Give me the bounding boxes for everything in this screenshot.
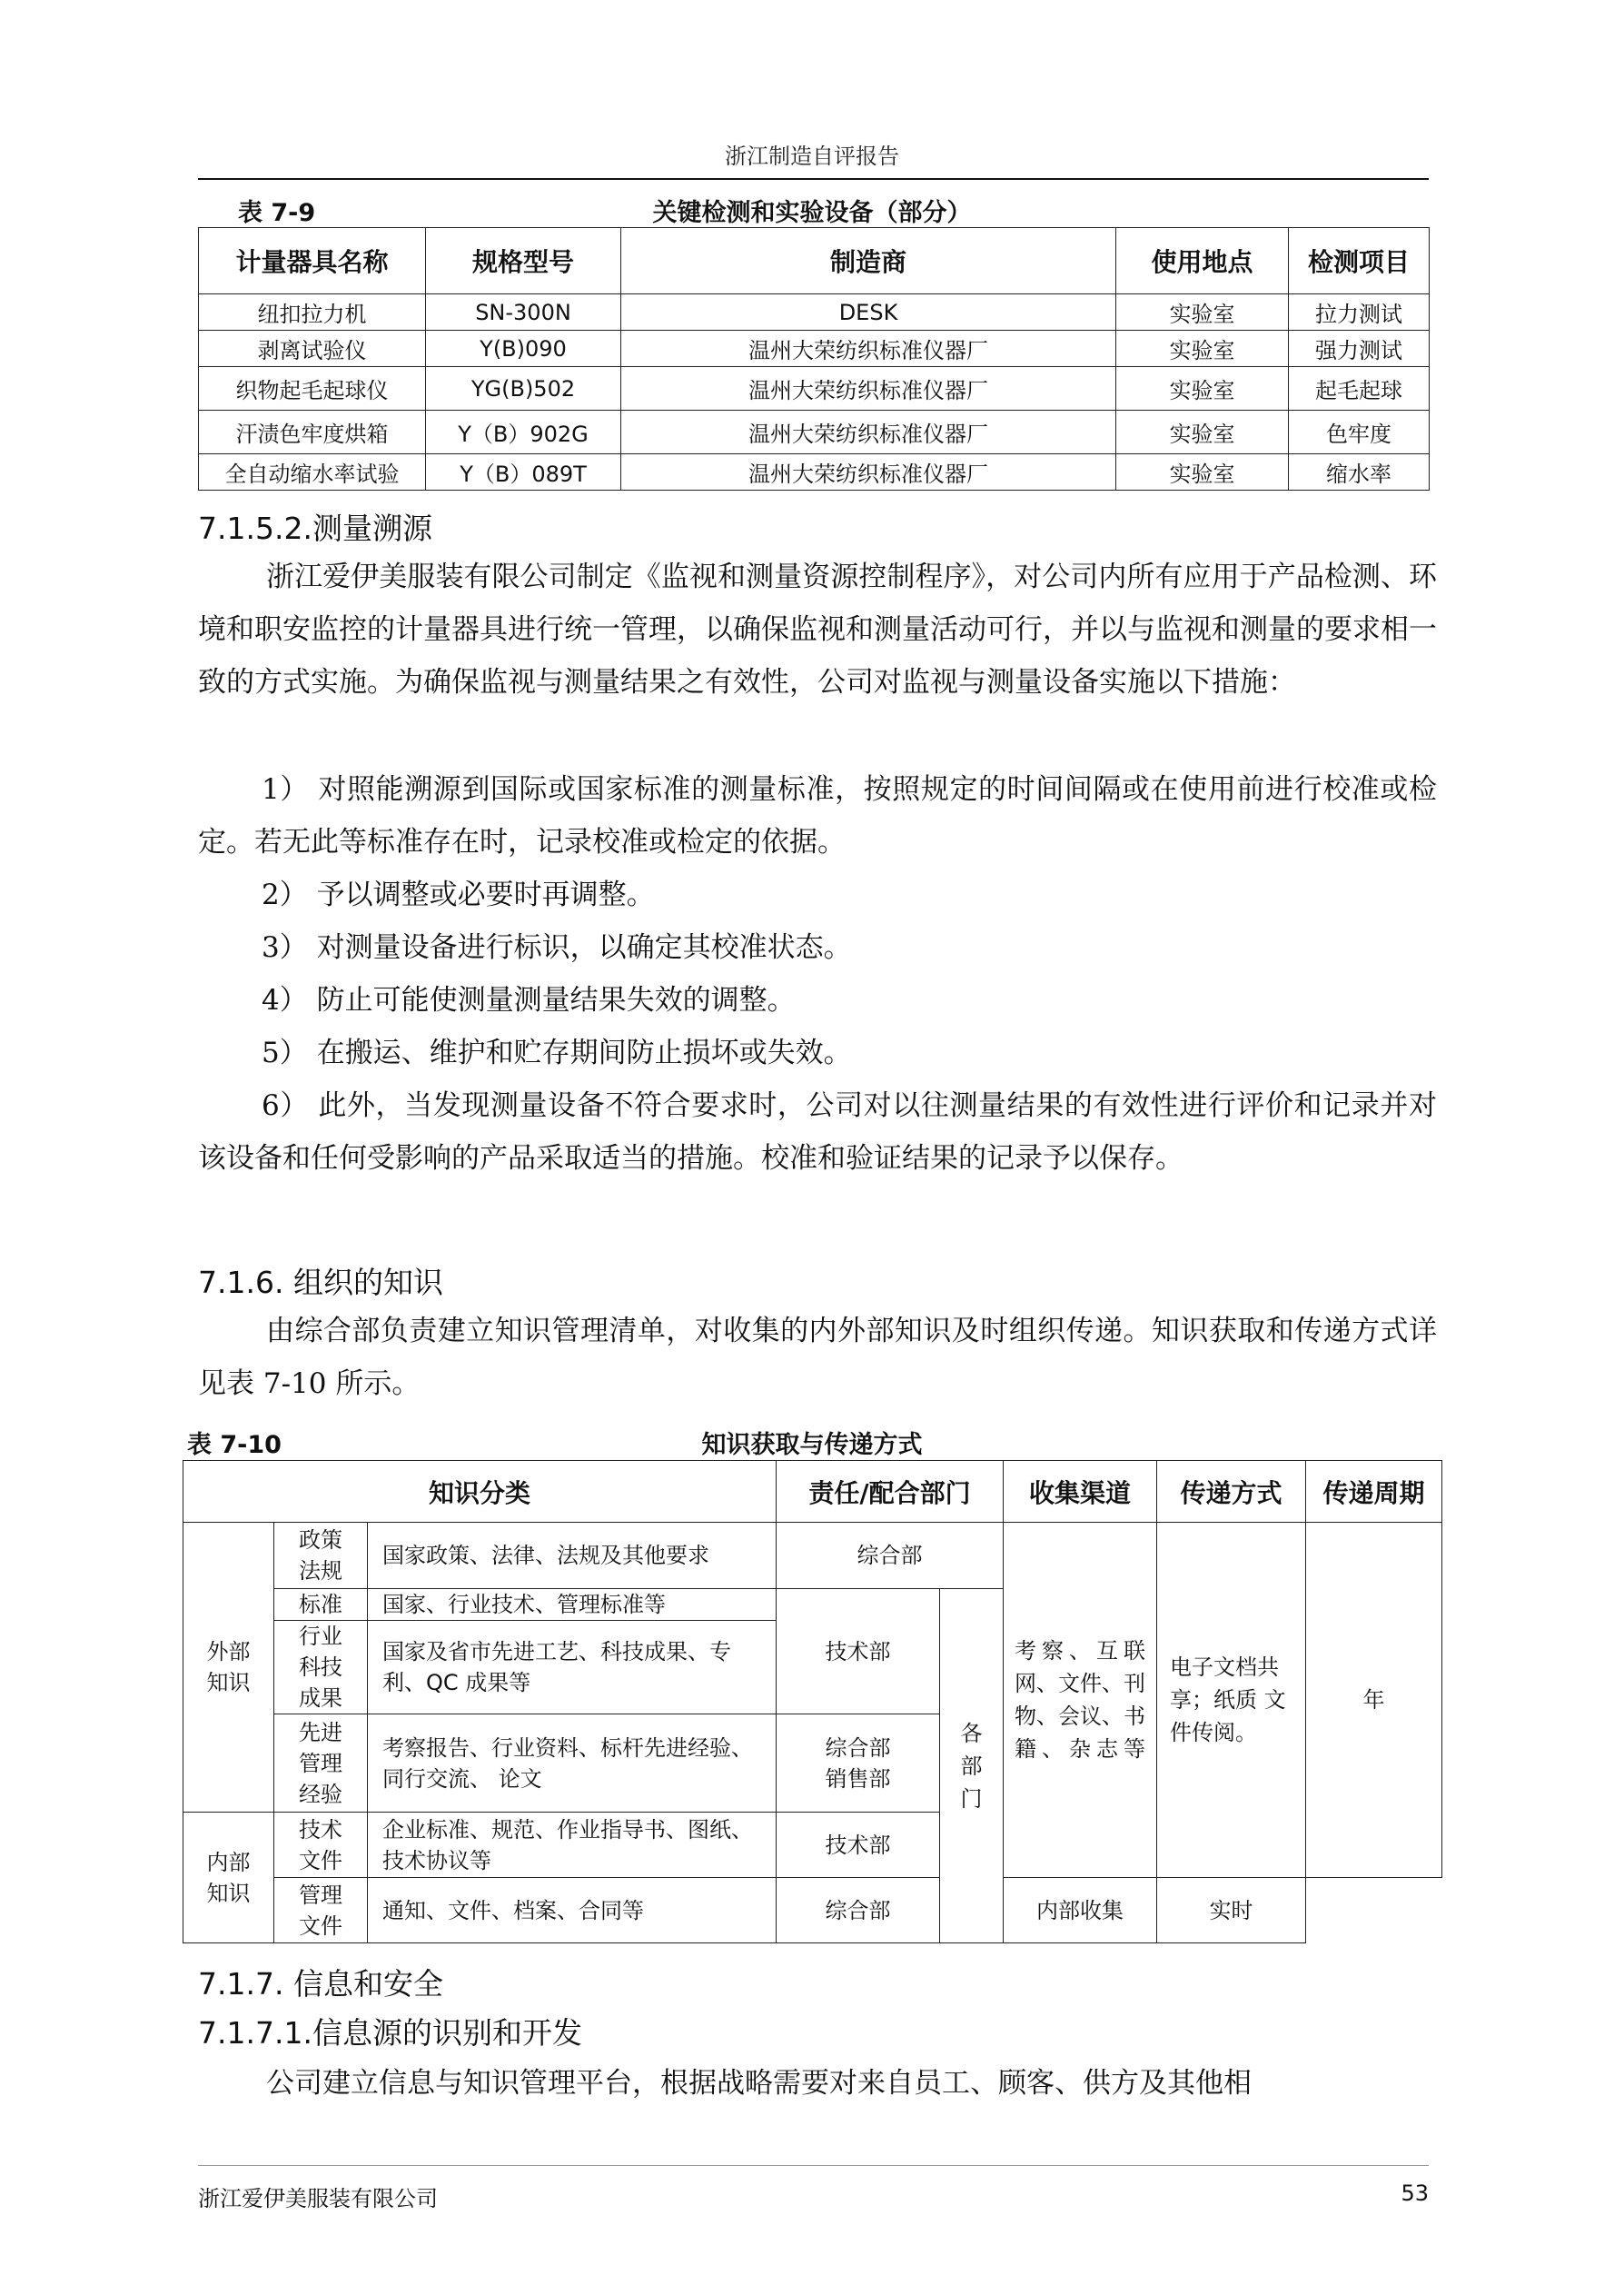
sub-category: 政策法规: [274, 1523, 368, 1589]
list-item-4: 4） 防止可能使测量测量结果失效的调整。: [262, 984, 796, 1017]
knowledge-content: 国家及省市先进工艺、科技成果、专利、QC 成果等: [368, 1621, 777, 1714]
footer-company: 浙江爱伊美服装有限公司: [198, 2186, 438, 2211]
table-cell: 拉力测试: [1289, 294, 1430, 331]
table-cell: 实验室: [1116, 367, 1289, 411]
column-header: 制造商: [621, 228, 1116, 294]
table-header-row: [199, 228, 1430, 294]
category-internal-knowledge: 内部知识: [183, 1813, 274, 1943]
responsible-dept: 综合部: [777, 1878, 940, 1943]
table-cell: 纽扣拉力机: [199, 294, 426, 331]
table-header-row: [183, 1461, 1442, 1523]
transfer-cycle-internal: 实时: [1157, 1878, 1306, 1943]
table-row: [183, 1523, 1442, 1589]
column-header: 收集渠道: [1004, 1461, 1157, 1523]
responsible-dept: 技术部: [777, 1589, 940, 1714]
paragraph-organizational-knowledge: 由综合部负责建立知识管理清单，对收集的内外部知识及时组织传递。知识获取和传递方式详见表 7-10 所示。: [198, 1315, 1437, 1400]
table-cell: 汗渍色牢度烘箱: [199, 411, 426, 454]
table-cell: Y（B）089T: [426, 454, 621, 491]
paragraph-information-sources: 公司建立信息与知识管理平台，根据战略需要对来自员工、顾客、供方及其他相: [266, 2067, 1252, 2100]
table-cell: 剥离试验仪: [199, 331, 426, 367]
column-header: 计量器具名称: [199, 228, 426, 294]
sub-category: 先进管理经验: [274, 1714, 368, 1813]
sub-category: 管理文件: [274, 1878, 368, 1943]
table-cell: 色牢度: [1289, 411, 1430, 454]
table-cell: 实验室: [1116, 411, 1289, 454]
collection-channel-external: 考察、互联网、文件、刊物、会议、书籍、杂志等: [1004, 1523, 1157, 1878]
column-header: 责任/配合部门: [777, 1461, 1004, 1523]
knowledge-content: 考察报告、行业资料、标杆先进经验、同行交流、 论文: [368, 1714, 777, 1813]
list-item-2: 2） 予以调整或必要时再调整。: [262, 879, 655, 911]
table-cell: 温州大荣纺织标准仪器厂: [621, 454, 1116, 491]
table-row: [183, 1878, 1442, 1943]
table-7-9-label: 表 7-9: [238, 199, 316, 227]
table-cell: 温州大荣纺织标准仪器厂: [621, 411, 1116, 454]
list-item-3: 3） 对测量设备进行标识，以确定其校准状态。: [262, 931, 852, 964]
table-cell: 缩水率: [1289, 454, 1430, 491]
responsible-dept: 技术部: [777, 1813, 940, 1878]
table-row: [199, 454, 1430, 491]
table-cell: 温州大荣纺织标准仪器厂: [621, 331, 1116, 367]
table-row: [199, 367, 1430, 411]
knowledge-content: 国家、行业技术、管理标准等: [368, 1589, 777, 1621]
sub-category: 标准: [274, 1589, 368, 1621]
column-header: 检测项目: [1289, 228, 1430, 294]
transfer-cycle-external: 年: [1306, 1523, 1442, 1878]
table-cell: YG(B)502: [426, 367, 621, 411]
responsible-dept: 综合部 销售部: [777, 1714, 940, 1813]
list-item-6: 6） 此外，当发现测量设备不符合要求时，公司对以往测量结果的有效性进行评价和记录并对该设备和任何受影响的产品采取适当的措施。校准和验证结果的记录予以保存。: [198, 1089, 1437, 1175]
column-header: 知识分类: [183, 1461, 777, 1523]
table-row: [199, 331, 1430, 367]
column-header: 使用地点: [1116, 228, 1289, 294]
table-cell: Y（B）902G: [426, 411, 621, 454]
list-item-5: 5） 在搬运、维护和贮存期间防止损坏或失效。: [262, 1037, 852, 1069]
section-heading-7-1-6: 7.1.6. 组织的知识: [198, 1265, 443, 1300]
footer-rule: [198, 2165, 1429, 2166]
table-cell: 实验室: [1116, 331, 1289, 367]
table-cell: SN-300N: [426, 294, 621, 331]
section-heading-7-1-5-2: 7.1.5.2.测量溯源: [198, 511, 432, 546]
table-cell: 实验室: [1116, 294, 1289, 331]
table-row: [199, 294, 1430, 331]
paragraph-measurement-traceability: 浙江爱伊美服装有限公司制定《监视和测量资源控制程序》，对公司内所有应用于产品检测、环境和职安监控的计量器具进行统一管理，以确保监视和测量活动可行，并以与监视和测量的要求相一致的方式实施。为确保监视与测量结果之有效性，公司对监视与测量设备实施以下措施：: [198, 561, 1437, 699]
table-cell: 强力测试: [1289, 331, 1430, 367]
column-header: 传递方式: [1157, 1461, 1306, 1523]
transfer-method: 电子文档共享；纸质 文件传阅。: [1157, 1523, 1306, 1878]
running-header: 浙江制造自评报告: [725, 144, 899, 169]
knowledge-content: 企业标准、规范、作业指导书、图纸、技术协议等: [368, 1813, 777, 1878]
column-header: 规格型号: [426, 228, 621, 294]
table-cell: 温州大荣纺织标准仪器厂: [621, 367, 1116, 411]
category-external-knowledge: 外部知识: [183, 1523, 274, 1813]
table-cell: 实验室: [1116, 454, 1289, 491]
table-7-10-label: 表 7-10: [187, 1431, 282, 1459]
all-departments: 各部门: [940, 1589, 1004, 1943]
knowledge-content: 国家政策、法律、法规及其他要求: [368, 1523, 777, 1589]
table-7-9: [198, 227, 1430, 491]
page-number: 53: [1401, 2181, 1429, 2206]
table-7-10-title: 知识获取与传递方式: [701, 1431, 923, 1459]
collection-channel-internal: 内部收集: [1004, 1878, 1157, 1943]
table-7-9-title: 关键检测和实验设备（部分）: [652, 199, 972, 227]
table-cell: DESK: [621, 294, 1116, 331]
table-cell: 起毛起球: [1289, 367, 1430, 411]
table-row: [199, 411, 1430, 454]
table-cell: Y(B)090: [426, 331, 621, 367]
section-heading-7-1-7-1: 7.1.7.1.信息源的识别和开发: [198, 2015, 582, 2051]
list-item-1: 1） 对照能溯源到国际或国家标准的测量标准，按照规定的时间间隔或在使用前进行校准或检定。若无此等标准存在时，记录校准或检定的依据。: [198, 773, 1437, 859]
knowledge-content: 通知、文件、档案、合同等: [368, 1878, 777, 1943]
sub-category: 技术文件: [274, 1813, 368, 1878]
column-header: 传递周期: [1306, 1461, 1442, 1523]
sub-category: 行业科技成果: [274, 1621, 368, 1714]
table-cell: 织物起毛起球仪: [199, 367, 426, 411]
responsible-dept: 综合部: [777, 1523, 1004, 1589]
table-cell: 全自动缩水率试验: [199, 454, 426, 491]
header-rule: [198, 178, 1429, 180]
section-heading-7-1-7: 7.1.7. 信息和安全: [198, 1966, 443, 2002]
table-7-10: [183, 1460, 1442, 1943]
